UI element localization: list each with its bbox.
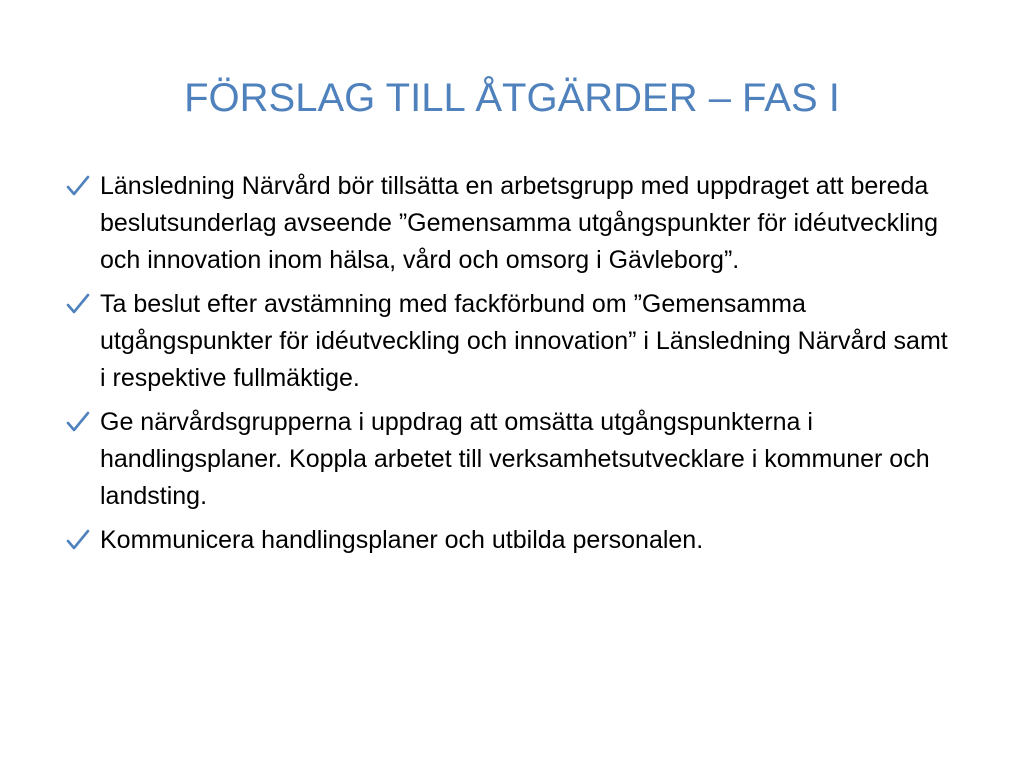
slide-title: FÖRSLAG TILL ÅTGÄRDER – FAS I [184,76,840,120]
bullet-item [60,404,960,515]
bullet-text: Ta beslut efter avstämning med fackförbund om ”Gemensamma utgångspunkter för idéutveckling och innovation” i Länsledning Närvård samt i respektive fullmäktige. [100,290,948,392]
checkmark-icon [66,174,90,198]
bullet-text: Kommunicera handlingsplaner och utbilda personalen. [100,526,704,554]
checkmark-icon [66,292,90,316]
bullet-item [60,168,960,279]
bullet-text: Ge närvårdsgrupperna i uppdrag att omsätta utgångspunkterna i handlingsplaner. Koppla arbetet till verksamhetsutvecklare i kommuner och landsting. [100,408,930,510]
checkmark-icon [66,410,90,434]
bullet-item [60,522,960,559]
bullet-item [60,286,960,397]
bullet-text: Länsledning Närvård bör tillsätta en arbetsgrupp med uppdraget att bereda beslutsunderlag avseende ”Gemensamma utgångspunkter för idéutveckling och innovation inom hälsa, vård och omsorg i Gävleborg”. [100,172,938,274]
bullet-list [60,168,960,566]
checkmark-icon [66,528,90,552]
